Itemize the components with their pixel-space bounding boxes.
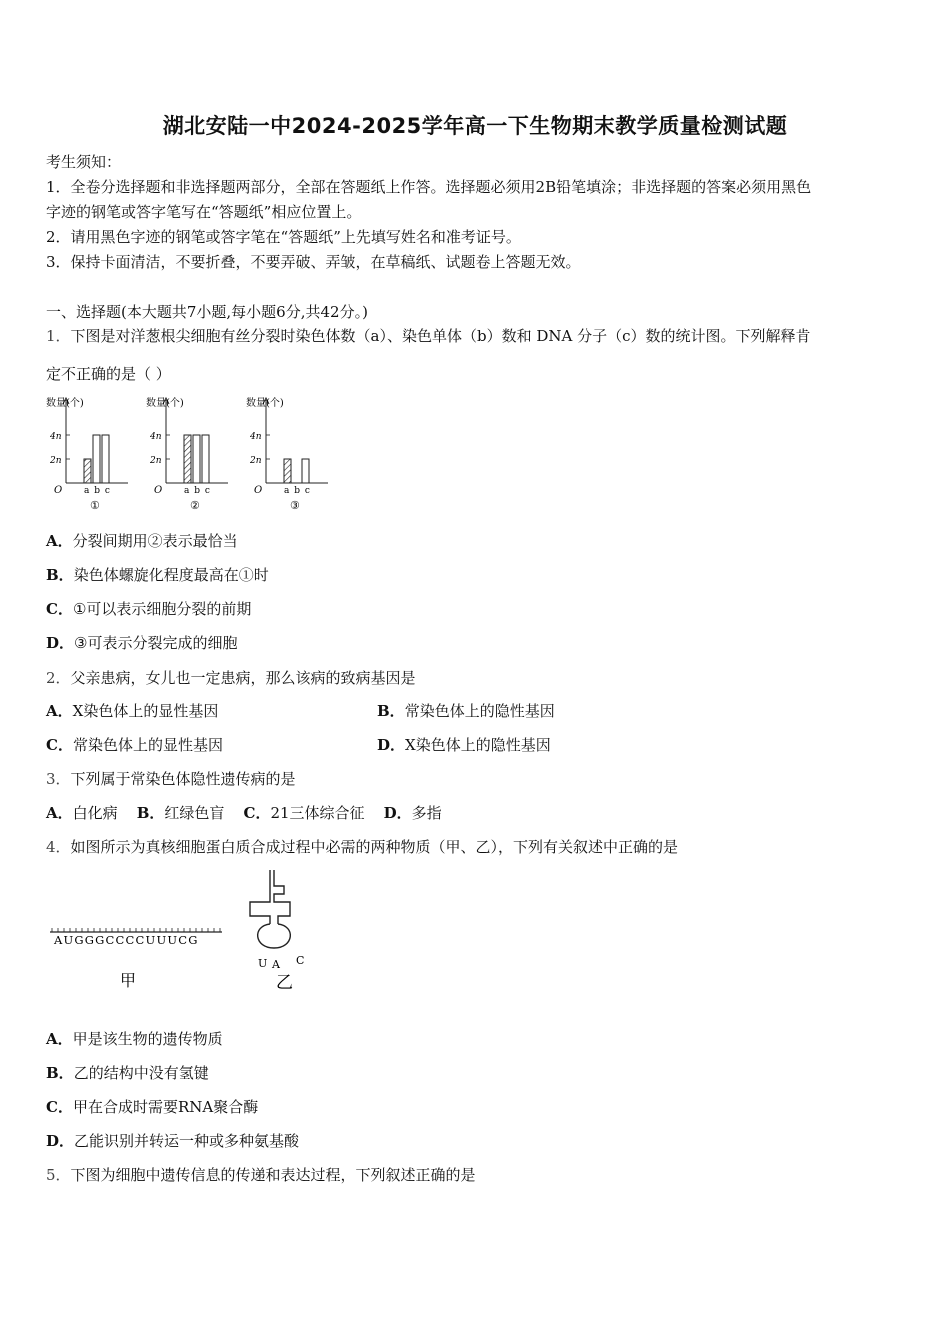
panel-label: ③ xyxy=(290,499,300,512)
option-key: C． xyxy=(46,736,73,754)
q1-option-d[interactable] xyxy=(46,633,237,653)
option-text: X染色体上的隐性基因 xyxy=(405,736,551,754)
notice-item-1: 1．全卷分选择题和非选择题两部分，全部在答题纸上作答。选择题必须用2B铅笔填涂；非选择题的答案必须用黑色 xyxy=(46,178,812,196)
section-heading: 一、选择题(本大题共7小题,每小题6分,共42分。) xyxy=(46,303,368,321)
trna-structure xyxy=(250,870,290,948)
option-key: D． xyxy=(383,804,412,822)
option-text: 染色体螺旋化程度最高在①时 xyxy=(73,566,269,584)
anticodon-base-1: U xyxy=(258,957,268,970)
q2-text: 父亲患病，女儿也一定患病，那么该病的致病基因是 xyxy=(70,669,416,687)
option-text: 甲在合成时需要RNA聚合酶 xyxy=(72,1098,259,1116)
origin-label: O xyxy=(254,485,263,496)
panel-label: ① xyxy=(90,499,100,512)
q1-stem-cont: 定不正确的是（ ） xyxy=(46,365,171,383)
option-text: 21三体综合征 xyxy=(270,804,365,822)
q5-stem xyxy=(46,1165,476,1185)
q4-mrna-trna-figure xyxy=(44,866,324,996)
panel-label: ② xyxy=(190,499,200,512)
y-axis-label: 数量(个) xyxy=(146,398,184,409)
bar-c xyxy=(202,435,209,483)
tick-label-4n: 4n xyxy=(50,432,62,442)
tick-label-4n: 4n xyxy=(250,432,262,442)
q2-option-c[interactable] xyxy=(46,735,223,755)
option-key: B． xyxy=(46,566,74,584)
bar-a xyxy=(184,435,191,483)
option-text: 甲是该生物的遗传物质 xyxy=(72,1030,223,1048)
bar-chart-panel-1 xyxy=(46,396,128,512)
x-axis-labels: a b c xyxy=(184,486,211,496)
option-text: 多指 xyxy=(411,804,442,822)
option-key: D． xyxy=(46,1132,75,1150)
notice-item-3: 3．保持卡面清洁，不要折叠，不要弄破、弄皱，在草稿纸、试题卷上答题无效。 xyxy=(46,253,581,271)
q3-option-b[interactable] xyxy=(137,804,225,822)
q4-option-b[interactable] xyxy=(46,1063,209,1083)
q1-option-a[interactable] xyxy=(46,531,238,551)
bar-c xyxy=(102,435,109,483)
anticodon-base-3: C xyxy=(296,954,305,967)
option-key: C． xyxy=(46,1098,73,1116)
tick-label-2n: 2n xyxy=(50,456,62,466)
option-text: 乙的结构中没有氢键 xyxy=(73,1064,209,1082)
bar-b xyxy=(193,435,200,483)
q4-option-c[interactable] xyxy=(46,1097,258,1117)
label-jia: 甲 xyxy=(120,971,137,990)
option-key: B． xyxy=(46,1064,74,1082)
option-key: A． xyxy=(46,1030,73,1048)
notice-item-2: 2．请用黑色字迹的钢笔或答字笔在“答题纸”上先填写姓名和准考证号。 xyxy=(46,228,521,246)
option-text: 白化病 xyxy=(72,804,118,822)
q4-option-a[interactable] xyxy=(46,1029,223,1049)
q1-stem xyxy=(46,326,811,346)
bar-chart-panel-3 xyxy=(246,396,328,512)
q5-number: 5． xyxy=(46,1166,71,1184)
bar-c xyxy=(302,459,309,483)
mrna-sequence: AUGGGCCCCUUUCG xyxy=(54,933,199,947)
option-key: A． xyxy=(46,804,73,822)
notice-heading: 考生须知： xyxy=(46,153,122,171)
page-title: 湖北安陆一中2024-2025学年高一下生物期末教学质量检测试题 xyxy=(162,114,788,138)
x-axis-labels: a b c xyxy=(284,486,311,496)
q4-stem xyxy=(46,837,678,857)
option-text: 常染色体上的显性基因 xyxy=(72,736,223,754)
q1-option-b[interactable] xyxy=(46,565,269,585)
q3-option-a[interactable] xyxy=(46,804,118,822)
mrna-strand xyxy=(50,928,222,947)
x-axis-labels: a b c xyxy=(84,486,111,496)
option-key: D． xyxy=(377,736,406,754)
origin-label: O xyxy=(154,485,163,496)
q2-stem xyxy=(46,668,416,688)
option-text: X染色体上的显性基因 xyxy=(72,702,219,720)
option-text: 常染色体上的隐性基因 xyxy=(404,702,555,720)
q4-option-d[interactable] xyxy=(46,1131,299,1151)
q2-number: 2． xyxy=(46,669,71,687)
q3-options-row xyxy=(46,803,442,823)
option-key: C． xyxy=(46,600,73,618)
origin-label: O xyxy=(54,485,63,496)
q4-number: 4． xyxy=(46,838,71,856)
q3-stem xyxy=(46,769,296,789)
q2-option-d[interactable] xyxy=(377,735,551,755)
option-key: D． xyxy=(46,634,75,652)
q5-text: 下图为细胞中遗传信息的传递和表达过程，下列叙述正确的是 xyxy=(70,1166,476,1184)
y-axis-label: 数量(个) xyxy=(46,398,84,409)
q3-text: 下列属于常染色体隐性遗传病的是 xyxy=(70,770,296,788)
tick-label-4n: 4n xyxy=(150,432,162,442)
option-text: ③可表示分裂完成的细胞 xyxy=(74,634,238,652)
bar-a xyxy=(284,459,291,483)
q1-number: 1． xyxy=(46,327,71,345)
option-text: 红绿色盲 xyxy=(164,804,225,822)
q4-text: 如图所示为真核细胞蛋白质合成过程中必需的两种物质（甲、乙），下列有关叙述中正确的是 xyxy=(70,838,679,856)
option-key: A． xyxy=(46,702,73,720)
option-text: 分裂间期用②表示最恰当 xyxy=(72,532,238,550)
option-text: 乙能识别并转运一种或多种氨基酸 xyxy=(74,1132,300,1150)
option-key: A． xyxy=(46,532,73,550)
y-axis-label: 数量(个) xyxy=(246,398,284,409)
q3-number: 3． xyxy=(46,770,71,788)
bar-a xyxy=(84,459,91,483)
q2-option-b[interactable] xyxy=(377,701,555,721)
q3-option-c[interactable] xyxy=(244,804,365,822)
q3-option-d[interactable] xyxy=(384,804,442,822)
anticodon-base-2: A xyxy=(272,958,280,971)
q1-text: 下图是对洋葱根尖细胞有丝分裂时染色体数（a）、染色单体（b）数和 DNA 分子（c）数的统计图。下列解释肯 xyxy=(70,327,811,345)
q2-option-a[interactable] xyxy=(46,701,218,721)
label-yi: 乙 xyxy=(276,973,293,993)
bar-chart-panel-2 xyxy=(146,396,228,512)
q1-bar-charts xyxy=(40,392,360,516)
option-text: ①可以表示细胞分裂的前期 xyxy=(72,600,252,618)
option-key: B． xyxy=(377,702,405,720)
bar-b xyxy=(93,435,100,483)
option-key: B． xyxy=(136,804,165,822)
notice-item-1-cont: 字迹的钢笔或答字笔写在“答题纸”相应位置上。 xyxy=(46,203,362,221)
option-key: C． xyxy=(243,804,271,822)
tick-label-2n: 2n xyxy=(150,456,162,466)
tick-label-2n: 2n xyxy=(250,456,262,466)
q1-option-c[interactable] xyxy=(46,599,251,619)
